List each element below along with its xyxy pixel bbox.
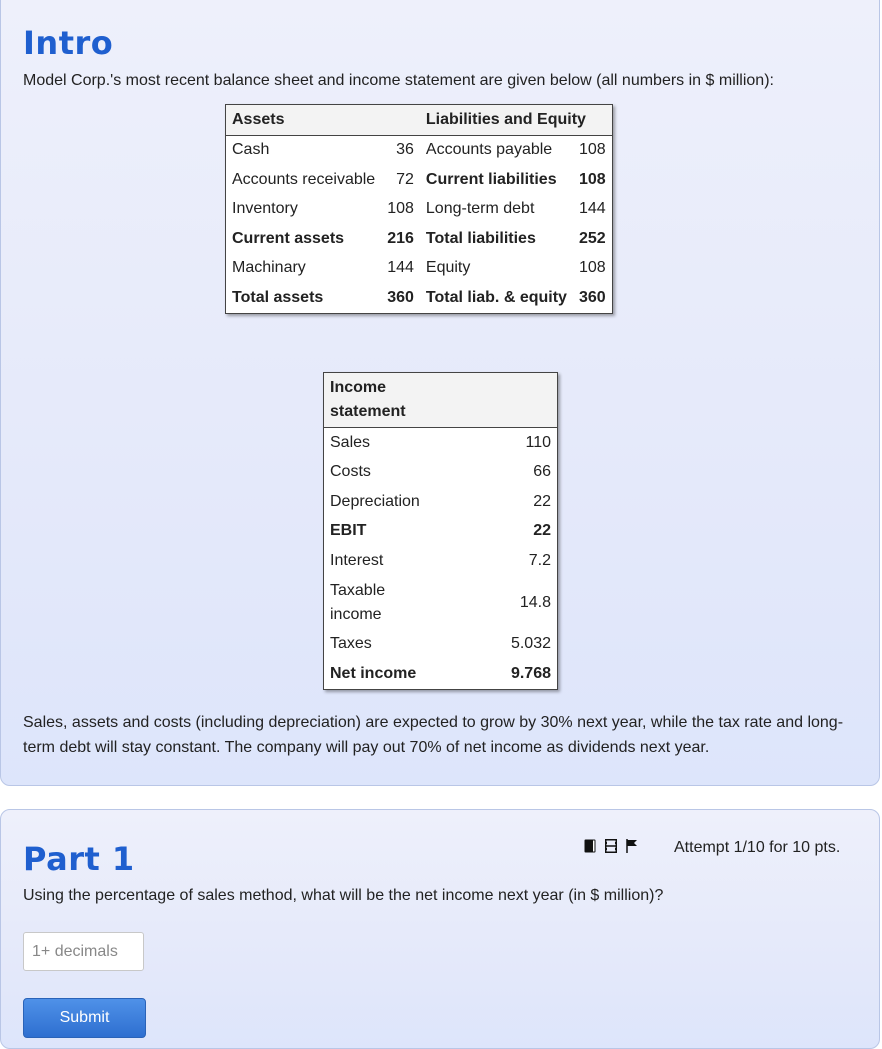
income-value: 9.768 <box>510 664 551 682</box>
liability-value: 108 <box>578 170 606 188</box>
table-row <box>324 659 558 689</box>
liability-value: 108 <box>578 141 606 159</box>
income-label-line1: Taxable <box>330 581 386 599</box>
income-label: Taxes <box>330 635 372 653</box>
assets-header: Assets <box>226 105 420 136</box>
liability-value: 108 <box>578 259 606 277</box>
asset-value: 360 <box>387 288 414 306</box>
liabilities-header: Liabilities and Equity <box>420 105 612 136</box>
income-label <box>324 576 479 630</box>
liability-value: 144 <box>578 200 606 218</box>
income-label: Depreciation <box>330 492 420 510</box>
income-value: 5.032 <box>510 635 551 653</box>
income-label-line2: income <box>330 605 382 623</box>
liability-label: Long-term debt <box>425 200 535 218</box>
income-value: 22 <box>533 492 551 510</box>
income-value: 110 <box>525 433 551 451</box>
table-row <box>226 165 613 195</box>
income-value: 66 <box>533 463 551 481</box>
liability-label: Current liabilities <box>425 170 557 188</box>
income-label: Interest <box>330 551 384 569</box>
table-row <box>226 135 613 165</box>
part1-card <box>0 809 880 1049</box>
asset-label: Current assets <box>232 229 345 247</box>
asset-value: 108 <box>387 200 414 218</box>
liability-label: Equity <box>425 259 471 277</box>
table-row <box>324 630 558 660</box>
liability-value: 360 <box>578 288 606 306</box>
table-row <box>226 195 613 225</box>
income-value: 14.8 <box>519 593 551 611</box>
part1-toolbar <box>584 839 638 853</box>
income-label: Sales <box>330 433 371 451</box>
table-row <box>324 517 558 547</box>
asset-label: Accounts receivable <box>232 170 376 188</box>
intro-description: Model Corp.'s most recent balance sheet and income statement are given below (all numbers in $ million): <box>23 72 774 89</box>
balance-sheet-table <box>225 104 613 314</box>
table-row <box>226 254 613 284</box>
submit-button[interactable]: Submit <box>23 998 146 1038</box>
flag-icon[interactable] <box>626 839 638 853</box>
asset-value: 216 <box>387 229 414 247</box>
income-value: 22 <box>533 522 551 540</box>
liability-label: Total liabilities <box>425 229 536 247</box>
table-row <box>324 576 558 630</box>
answer-input[interactable] <box>23 932 144 971</box>
income-value: 7.2 <box>528 551 551 569</box>
asset-value: 72 <box>396 170 414 188</box>
book-icon[interactable] <box>584 839 596 853</box>
asset-value: 144 <box>387 259 414 277</box>
income-header-line1: Income <box>330 379 387 396</box>
liability-value: 252 <box>578 229 606 247</box>
intro-title: Intro <box>23 24 114 62</box>
income-header-line2: statement <box>330 403 406 420</box>
asset-label: Total assets <box>232 288 324 306</box>
table-row <box>226 283 613 313</box>
part1-question: Using the percentage of sales method, what will be the net income next year (in $ million)? <box>23 887 664 904</box>
income-statement-table <box>323 372 558 690</box>
asset-label: Machinary <box>232 259 306 277</box>
asset-label: Inventory <box>232 200 298 218</box>
growth-note: Sales, assets and costs (including depreciation) are expected to grow by 30% next year, while the tax rate and long-term debt will stay constant. The company will pay out 70% of net income as dividends next year. <box>23 714 844 756</box>
asset-value: 36 <box>396 141 414 159</box>
income-label: Costs <box>330 463 371 481</box>
liability-label: Total liab. & equity <box>425 288 567 306</box>
table-row <box>324 458 558 488</box>
film-icon[interactable] <box>605 839 617 853</box>
attempt-counter: Attempt 1/10 for 10 pts. <box>674 839 841 856</box>
table-row <box>226 224 613 254</box>
income-label: Net income <box>330 664 417 682</box>
asset-label: Cash <box>232 141 270 159</box>
table-row <box>324 546 558 576</box>
table-row <box>324 428 558 458</box>
income-statement-header <box>324 373 558 428</box>
part1-title: Part 1 <box>23 840 135 878</box>
income-label: EBIT <box>330 522 367 540</box>
table-row <box>324 487 558 517</box>
liability-label: Accounts payable <box>425 141 553 159</box>
